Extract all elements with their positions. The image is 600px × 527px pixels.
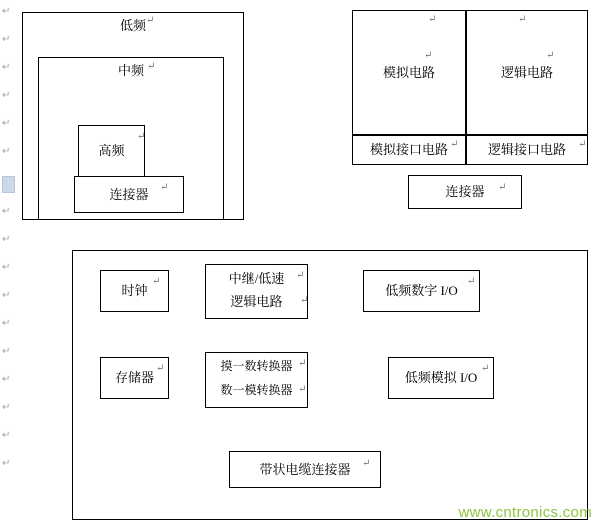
paragraph-mark: ↵ <box>2 318 11 329</box>
paragraph-mark: ↵ <box>450 139 459 150</box>
box-label: 模拟电路 <box>382 64 435 80</box>
paragraph-mark: ↵ <box>146 15 155 26</box>
box-label: 低频 <box>119 18 146 33</box>
box-label-second-line: 数一模转换器 <box>220 383 293 397</box>
box-label: 存储器 <box>114 369 154 385</box>
paragraph-mark: ↵ <box>298 384 307 395</box>
box-label-second-line: 逻辑电路 <box>230 294 283 309</box>
box-label: 带状电缆连接器 <box>259 461 351 477</box>
paragraph-mark: ↵ <box>2 290 11 301</box>
paragraph-mark: ↵ <box>2 34 11 45</box>
paragraph-mark: ↵ <box>2 430 11 441</box>
paragraph-mark: ↵ <box>578 139 587 150</box>
paragraph-mark: ↵ <box>518 14 527 25</box>
box-ribbon-cable-connector <box>229 451 381 488</box>
paragraph-mark: ↵ <box>137 131 146 142</box>
box-low-freq-digital-io <box>363 270 480 312</box>
paragraph-mark: ↵ <box>362 458 371 469</box>
paragraph-mark: ↵ <box>2 234 11 245</box>
paragraph-mark: ↵ <box>424 50 433 61</box>
paragraph-mark: ↵ <box>296 270 305 281</box>
paragraph-mark: ↵ <box>2 118 11 129</box>
watermark: www.cntronics.com <box>458 504 592 521</box>
box-label: 逻辑电路 <box>500 64 553 80</box>
box-logic-circuit <box>466 10 588 135</box>
box-relay-low-speed-logic <box>205 264 308 319</box>
box-label: 摸一数转换器 <box>220 359 293 373</box>
margin-paragraph-marks <box>2 0 16 527</box>
box-analog-interface-circuit <box>352 135 466 165</box>
paragraph-mark: ↵ <box>498 182 507 193</box>
paragraph-mark: ↵ <box>2 346 11 357</box>
box-high-frequency <box>78 125 145 177</box>
paragraph-mark: ↵ <box>467 276 476 287</box>
paragraph-mark: ↵ <box>2 458 11 469</box>
paragraph-mark: ↵ <box>2 146 11 157</box>
box-label: 模拟接口电路 <box>369 141 448 157</box>
paragraph-mark: ↵ <box>2 62 11 73</box>
box-logic-interface-circuit <box>466 135 588 165</box>
paragraph-mark: ↵ <box>300 295 309 306</box>
box-analog-circuit <box>352 10 466 135</box>
paragraph-mark: ↵ <box>160 182 169 193</box>
box-adc-dac <box>205 352 308 408</box>
paragraph-mark: ↵ <box>298 358 307 369</box>
box-label: 中继/低速 <box>228 271 285 286</box>
paragraph-mark: ↵ <box>2 374 11 385</box>
paragraph-mark: ↵ <box>2 262 11 273</box>
box-label: 中频 <box>117 63 144 78</box>
box-label: 低频数字 I/O <box>385 282 458 298</box>
box-low-freq-analog-io <box>388 357 494 399</box>
box-label: 逻辑接口电路 <box>487 141 566 157</box>
paragraph-mark: ↵ <box>147 61 156 72</box>
paragraph-mark: ↵ <box>428 14 437 25</box>
paragraph-mark: ↵ <box>2 402 11 413</box>
paragraph-mark: ↵ <box>2 6 11 17</box>
paragraph-mark: ↵ <box>152 276 161 287</box>
box-label: 高频 <box>98 142 125 158</box>
paragraph-mark: ↵ <box>156 363 165 374</box>
paragraph-mark: ↵ <box>546 50 555 61</box>
box-label: 连接器 <box>109 186 149 202</box>
paragraph-mark: ↵ <box>481 363 490 374</box>
box-label: 低频模拟 I/O <box>404 369 478 385</box>
box-label: 时钟 <box>121 282 148 298</box>
paragraph-mark: ↵ <box>2 206 11 217</box>
text-selection-highlight <box>2 176 15 193</box>
box-label: 连接器 <box>445 183 485 199</box>
paragraph-mark: ↵ <box>2 90 11 101</box>
